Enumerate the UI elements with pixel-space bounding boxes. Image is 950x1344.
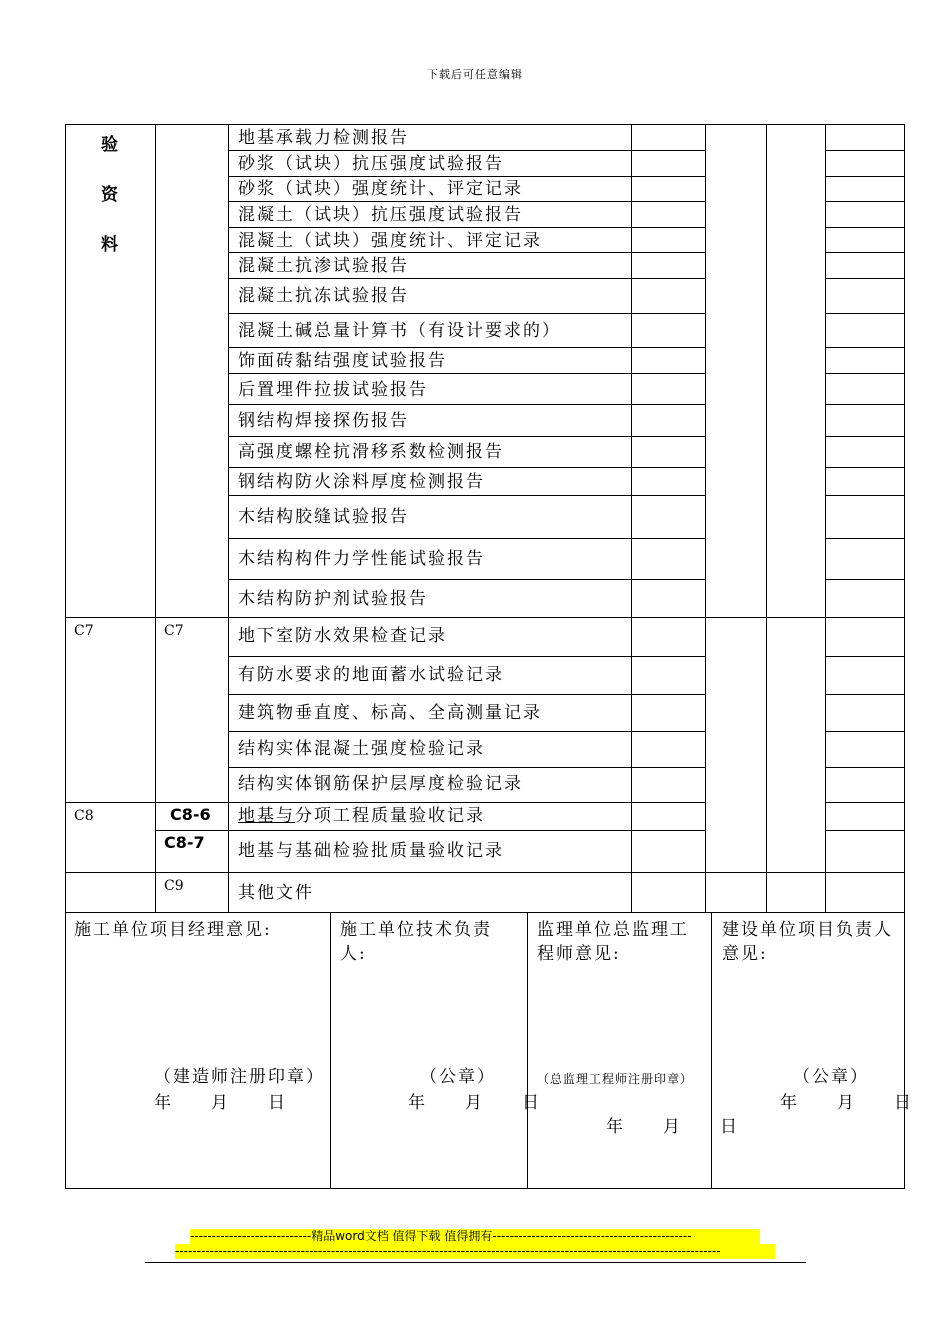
row-line [825, 656, 905, 657]
row-line [228, 767, 705, 768]
page-header: 下载后可任意编辑 [427, 68, 523, 81]
row-line [825, 830, 905, 831]
row-line [228, 656, 705, 657]
footer-dash-line: ------------------------------------------------------------------------------------------------------------------------------ [175, 1244, 775, 1259]
row-line [825, 579, 905, 580]
signature-date: 年 月 日 [408, 1093, 541, 1113]
subsection-code-c9: C9 [164, 878, 184, 894]
row-line [825, 767, 905, 768]
row-line [228, 313, 705, 314]
row-line [825, 538, 905, 539]
row-line [825, 227, 905, 228]
row-line [228, 404, 705, 405]
table-row-label: 钢结构防火涂料厚度检测报告 [238, 472, 485, 492]
signature-stamp: （公章） [420, 1067, 496, 1087]
table-row-label: 地基承载力检测报告 [238, 128, 409, 148]
row-line [825, 731, 905, 732]
table-row-label: 地下室防水效果检查记录 [238, 626, 447, 646]
table-row-label: 地基与基础检验批质量验收记录 [238, 841, 504, 861]
section-line-c7 [65, 617, 905, 618]
signature-stamp: （总监理工程师注册印章） [537, 1072, 694, 1086]
row-line [228, 538, 705, 539]
signature-date: 年 月 日 [780, 1093, 913, 1113]
col-divider-4 [705, 124, 706, 913]
row-line [825, 694, 905, 695]
side-label-char: 验 [101, 135, 118, 155]
table-row-label: 木结构构件力学性能试验报告 [238, 549, 485, 569]
signature-title: 施工单位项目经理意见: [74, 920, 272, 940]
table-border-bottom [65, 1188, 905, 1189]
table-row-label: 混凝土抗冻试验报告 [238, 286, 409, 306]
side-label-char: 料 [101, 235, 118, 255]
section-line-c9 [65, 872, 905, 873]
signature-title: 施工单位技术负责人: [340, 920, 492, 964]
table-row-label: 建筑物垂直度、标高、全高测量记录 [238, 703, 542, 723]
row-line [825, 150, 905, 151]
row-line [228, 694, 705, 695]
row-line [228, 373, 705, 374]
row-line [825, 373, 905, 374]
subsection-code-c8-6: C8-6 [170, 805, 211, 824]
row-line [825, 347, 905, 348]
row-line [825, 467, 905, 468]
table-border-top [65, 124, 905, 125]
row-line [228, 579, 705, 580]
signature-divider [711, 912, 712, 1189]
table-row-label: 高强度螺栓抗滑移系数检测报告 [238, 442, 504, 462]
signature-date: 年 月 日 [606, 1117, 739, 1137]
row-line [825, 436, 905, 437]
row-line [228, 495, 705, 496]
table-row-label: 后置埋件拉拔试验报告 [238, 380, 428, 400]
table-row-label: 混凝土（试块）抗压强度试验报告 [238, 205, 523, 225]
row-line [825, 278, 905, 279]
table-row-label [238, 806, 485, 826]
table-row-label: 其他文件 [238, 883, 314, 903]
signature-stamp: （公章） [793, 1067, 869, 1087]
row-line [825, 252, 905, 253]
table-border-left [65, 124, 66, 1189]
table-row-label: 混凝土抗渗试验报告 [238, 256, 409, 276]
row-line [228, 467, 705, 468]
table-row-label: 结构实体钢筋保护层厚度检验记录 [238, 774, 523, 794]
underlined-text: 地基与 [238, 806, 295, 826]
table-row-label: 结构实体混凝土强度检验记录 [238, 739, 485, 759]
row-line [228, 176, 705, 177]
table-row-label: 饰面砖黏结强度试验报告 [238, 351, 447, 371]
signature-divider [330, 912, 331, 1189]
row-line [825, 176, 905, 177]
signature-divider [527, 912, 528, 1189]
section-code-c7: C7 [74, 623, 94, 639]
table-row-label: 砂浆（试块）抗压强度试验报告 [238, 154, 504, 174]
row-line [228, 278, 705, 279]
row-line [155, 830, 705, 831]
row-line [228, 436, 705, 437]
col-divider-6 [825, 124, 826, 913]
row-line [228, 150, 705, 151]
side-label-char: 资 [101, 185, 118, 205]
signature-title: 建设单位项目负责人意见: [722, 920, 893, 964]
signature-stamp: （建造师注册印章） [154, 1067, 325, 1087]
row-line [825, 802, 905, 803]
section-code-c8: C8 [74, 808, 94, 824]
table-row-label: 有防水要求的地面蓄水试验记录 [238, 665, 504, 685]
row-line [825, 404, 905, 405]
subsection-code-c7: C7 [164, 623, 184, 639]
row-line [825, 201, 905, 202]
row-line [228, 227, 705, 228]
table-row-label: 混凝土（试块）强度统计、评定记录 [238, 231, 542, 251]
row-line [825, 313, 905, 314]
row-line [825, 495, 905, 496]
table-row-label: 钢结构焊接探伤报告 [238, 411, 409, 431]
row-line [228, 347, 705, 348]
row-line [228, 731, 705, 732]
signature-top-line [65, 912, 905, 913]
table-row-label: 木结构防护剂试验报告 [238, 589, 428, 609]
subsection-code-c8-7: C8-7 [164, 833, 205, 852]
table-row-label: 木结构胶缝试验报告 [238, 507, 409, 527]
signature-title: 监理单位总监理工程师意见: [537, 920, 689, 964]
footer-banner: ----------------------------精品word文档 值得下载 值得拥有---------------------------------------------- [190, 1229, 760, 1244]
signature-date: 年 月 日 [154, 1093, 287, 1113]
section-line-c8 [65, 802, 705, 803]
footer-rule [145, 1262, 806, 1263]
table-row-label: 混凝土碱总量计算书（有设计要求的） [238, 321, 561, 341]
row-text: 分项工程质量验收记录 [295, 806, 485, 826]
col-divider-1 [155, 124, 156, 913]
row-line [228, 201, 705, 202]
col-divider-5 [766, 124, 767, 913]
col-divider-3 [631, 124, 632, 913]
row-line [228, 252, 705, 253]
table-row-label: 砂浆（试块）强度统计、评定记录 [238, 179, 523, 199]
col-divider-2 [228, 124, 229, 913]
